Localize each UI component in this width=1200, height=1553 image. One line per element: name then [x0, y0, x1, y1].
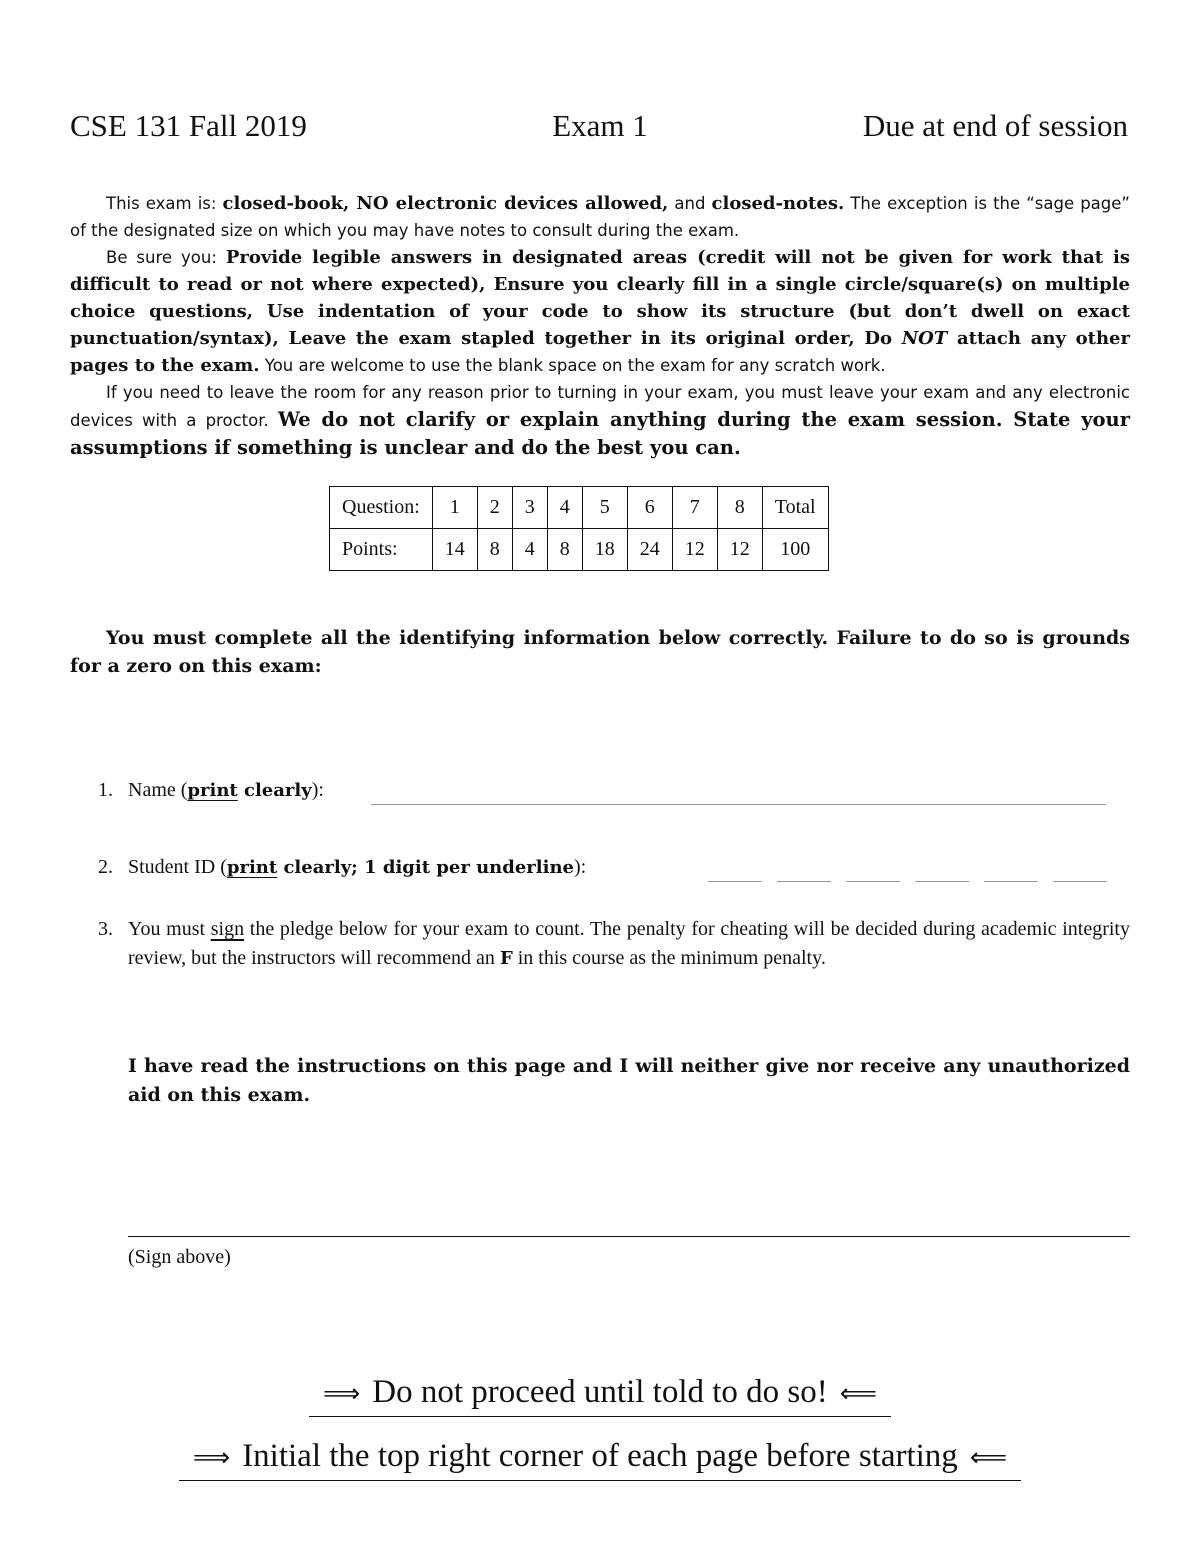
points-cell: 12: [717, 529, 762, 571]
instructions-paragraph-3: If you need to leave the room for any reason prior to turning in your exam, you must leave your exam and any electronic devices with a proctor. We do not clarify or explain anything during the exam session. State your assumptions if something is unclear and do the best you can.: [70, 383, 1130, 459]
question-cell: 2: [477, 487, 512, 529]
student-id-item: 2. Student ID (print clearly; 1 digit per underline):: [98, 856, 587, 878]
instructions: [70, 190, 1130, 462]
right-double-arrow-icon: ⟹: [192, 1443, 231, 1473]
points-cell: 8: [547, 529, 582, 571]
instructions-paragraph-2: Be sure you: Provide legible answers in designated areas (credit will not be given for work that is difficult to read or not where expected), Ensure you clearly fill in a single circle/square(s) on multiple choice questions, Use indentation of your code to show its structure (but don’t dwell on exact punctuation/syntax), Leave the exam stapled together in its original order, Do NOT attach any other pages to the exam. You are welcome to use the blank space on the exam for any scratch work.: [70, 247, 1130, 376]
instructions-paragraph-1: This exam is: closed-book, NO electronic devices allowed, and closed-notes. The exception is the “sage page” of the designated size on which you may have notes to consult during the exam.: [70, 193, 1130, 240]
points-cell: 24: [627, 529, 672, 571]
question-row: [330, 487, 829, 529]
honor-pledge: I have read the instructions on this page and I will neither give nor receive any unauthorized aid on this exam.: [128, 1055, 1130, 1106]
question-cell: 8: [717, 487, 762, 529]
question-cell-total: Total: [762, 487, 828, 529]
question-label: Question:: [330, 487, 433, 529]
student-id-digit-field[interactable]: [984, 881, 1038, 882]
course-title: CSE 131 Fall 2019: [70, 108, 307, 143]
left-double-arrow-icon: ⟸: [839, 1379, 878, 1409]
points-cell: 18: [582, 529, 627, 571]
name-field[interactable]: [371, 804, 1106, 805]
pledge-instruction-item: 3. You must sign the pledge below for your exam to count. The penalty for cheating will be decided during academic integrity review, but the instructors will recommend an F in this course as the minimum penalty.: [98, 918, 1130, 969]
points-cell: 14: [432, 529, 477, 571]
identification-warning: You must complete all the identifying information below correctly. Failure to do so is grounds for a zero on this exam:: [70, 627, 1130, 677]
question-cell: 3: [512, 487, 547, 529]
right-double-arrow-icon: ⟹: [322, 1379, 361, 1409]
points-cell: 4: [512, 529, 547, 571]
signature-line[interactable]: [128, 1236, 1130, 1237]
left-double-arrow-icon: ⟸: [969, 1443, 1008, 1473]
sign-above-label: (Sign above): [128, 1246, 231, 1268]
question-cell: 7: [672, 487, 717, 529]
student-id-digit-field[interactable]: [915, 881, 969, 882]
do-not-proceed-banner: ⟹ Do not proceed until told to do so! ⟸: [0, 1372, 1200, 1417]
question-cell: 6: [627, 487, 672, 529]
points-cell-total: 100: [762, 529, 828, 571]
due-note: Due at end of session: [862, 108, 1128, 143]
initial-corner-banner: ⟹ Initial the top right corner of each page before starting ⟸: [0, 1436, 1200, 1481]
student-id-digit-field[interactable]: [1053, 881, 1107, 882]
question-cell: 1: [432, 487, 477, 529]
points-cell: 8: [477, 529, 512, 571]
points-cell: 12: [672, 529, 717, 571]
points-row: [330, 529, 829, 571]
points-label: Points:: [330, 529, 433, 571]
question-cell: 5: [582, 487, 627, 529]
question-cell: 4: [547, 487, 582, 529]
points-table: [329, 486, 829, 571]
student-id-digit-field[interactable]: [846, 881, 900, 882]
student-id-digit-field[interactable]: [708, 881, 762, 882]
student-id-digit-field[interactable]: [777, 881, 831, 882]
exam-title: Exam 1: [552, 108, 648, 143]
name-item: 1. Name (print clearly):: [98, 779, 324, 801]
